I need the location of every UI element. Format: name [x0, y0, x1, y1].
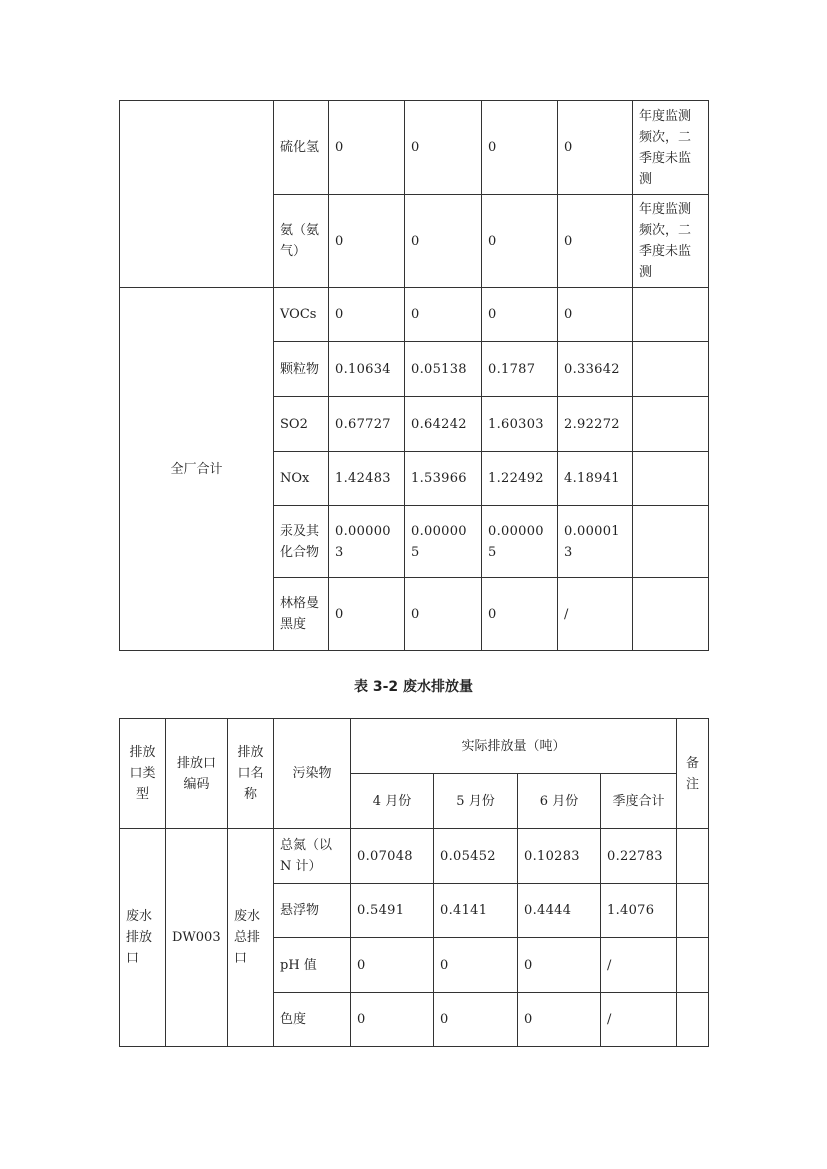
value-cell: 0 — [434, 993, 518, 1047]
value-cell: 0.000005 — [405, 506, 482, 578]
group-cell-empty — [120, 101, 274, 288]
value-cell: 0 — [518, 993, 601, 1047]
value-cell: 0.10634 — [329, 342, 405, 397]
remark-cell — [677, 884, 709, 938]
pollutant-cell: 总氮（以 N 计） — [274, 829, 351, 884]
remark-cell — [633, 506, 709, 578]
value-cell: 0.5491 — [351, 884, 434, 938]
value-cell: 0.07048 — [351, 829, 434, 884]
header-actual-emission: 实际排放量（吨） — [351, 719, 677, 774]
remark-cell — [633, 452, 709, 506]
value-cell: 0.4141 — [434, 884, 518, 938]
value-cell: 0 — [405, 578, 482, 651]
value-cell: 0.000003 — [329, 506, 405, 578]
value-cell: 0.4444 — [518, 884, 601, 938]
total-cell: 0.22783 — [601, 829, 677, 884]
total-cell: / — [558, 578, 633, 651]
value-cell: 0.1787 — [482, 342, 558, 397]
value-cell: 0 — [329, 195, 405, 288]
value-cell: 1.60303 — [482, 397, 558, 452]
pollutant-cell: pH 值 — [274, 938, 351, 993]
table-row — [120, 829, 709, 884]
value-cell: 0.000005 — [482, 506, 558, 578]
total-cell: 0 — [558, 101, 633, 195]
total-cell: 0 — [558, 288, 633, 342]
group-label-cell: 全厂合计 — [120, 288, 274, 651]
total-cell: / — [601, 938, 677, 993]
table-row — [120, 101, 709, 195]
value-cell: 0 — [351, 938, 434, 993]
remark-cell — [677, 993, 709, 1047]
total-cell: 0.000013 — [558, 506, 633, 578]
pollutant-cell: 汞及其化合物 — [274, 506, 329, 578]
value-cell: 0.05452 — [434, 829, 518, 884]
pollutant-cell: 林格曼黑度 — [274, 578, 329, 651]
value-cell: 0.10283 — [518, 829, 601, 884]
header-month-5: 5 月份 — [434, 774, 518, 829]
header-quarter-total: 季度合计 — [601, 774, 677, 829]
pollutant-cell: 氨（氨气） — [274, 195, 329, 288]
value-cell: 0 — [405, 101, 482, 195]
pollutant-cell: 色度 — [274, 993, 351, 1047]
remark-cell — [633, 397, 709, 452]
value-cell: 0 — [482, 101, 558, 195]
value-cell: 0 — [329, 101, 405, 195]
total-cell: 4.18941 — [558, 452, 633, 506]
pollutant-cell: 硫化氢 — [274, 101, 329, 195]
header-month-4: 4 月份 — [351, 774, 434, 829]
pollutant-cell: 颗粒物 — [274, 342, 329, 397]
table-row — [120, 288, 709, 342]
outlet-type-cell: 废水排放口 — [120, 829, 166, 1047]
value-cell: 0 — [482, 195, 558, 288]
value-cell: 1.53966 — [405, 452, 482, 506]
outlet-name-cell: 废水总排口 — [228, 829, 274, 1047]
total-cell: 0 — [558, 195, 633, 288]
total-cell: 0.33642 — [558, 342, 633, 397]
remark-cell — [677, 829, 709, 884]
value-cell: 0 — [482, 288, 558, 342]
value-cell: 1.42483 — [329, 452, 405, 506]
value-cell: 0 — [405, 195, 482, 288]
header-month-6: 6 月份 — [518, 774, 601, 829]
value-cell: 0 — [482, 578, 558, 651]
value-cell: 0 — [434, 938, 518, 993]
value-cell: 0 — [329, 288, 405, 342]
header-remark: 备注 — [677, 719, 709, 829]
outlet-code-cell: DW003 — [166, 829, 228, 1047]
gas-emission-table — [119, 100, 709, 651]
header-outlet-type: 排放口类型 — [120, 719, 166, 829]
remark-cell — [633, 342, 709, 397]
value-cell: 0.05138 — [405, 342, 482, 397]
table-caption: 表 3-2 废水排放量 — [353, 679, 474, 695]
remark-cell: 年度监测频次，二季度未监测 — [633, 101, 709, 195]
pollutant-cell: 悬浮物 — [274, 884, 351, 938]
value-cell: 0.67727 — [329, 397, 405, 452]
remark-cell — [677, 938, 709, 993]
header-row — [120, 719, 709, 774]
total-cell: 1.4076 — [601, 884, 677, 938]
header-outlet-name: 排放口名称 — [228, 719, 274, 829]
value-cell: 0 — [351, 993, 434, 1047]
value-cell: 1.22492 — [482, 452, 558, 506]
value-cell: 0.64242 — [405, 397, 482, 452]
pollutant-cell: NOx — [274, 452, 329, 506]
value-cell: 0 — [329, 578, 405, 651]
wastewater-emission-table — [119, 718, 709, 1047]
pollutant-cell: SO2 — [274, 397, 329, 452]
header-pollutant: 污染物 — [274, 719, 351, 829]
value-cell: 0 — [518, 938, 601, 993]
remark-cell — [633, 288, 709, 342]
value-cell: 0 — [405, 288, 482, 342]
pollutant-cell: VOCs — [274, 288, 329, 342]
total-cell: / — [601, 993, 677, 1047]
remark-cell: 年度监测频次，二季度未监测 — [633, 195, 709, 288]
total-cell: 2.92272 — [558, 397, 633, 452]
header-outlet-code: 排放口编码 — [166, 719, 228, 829]
remark-cell — [633, 578, 709, 651]
